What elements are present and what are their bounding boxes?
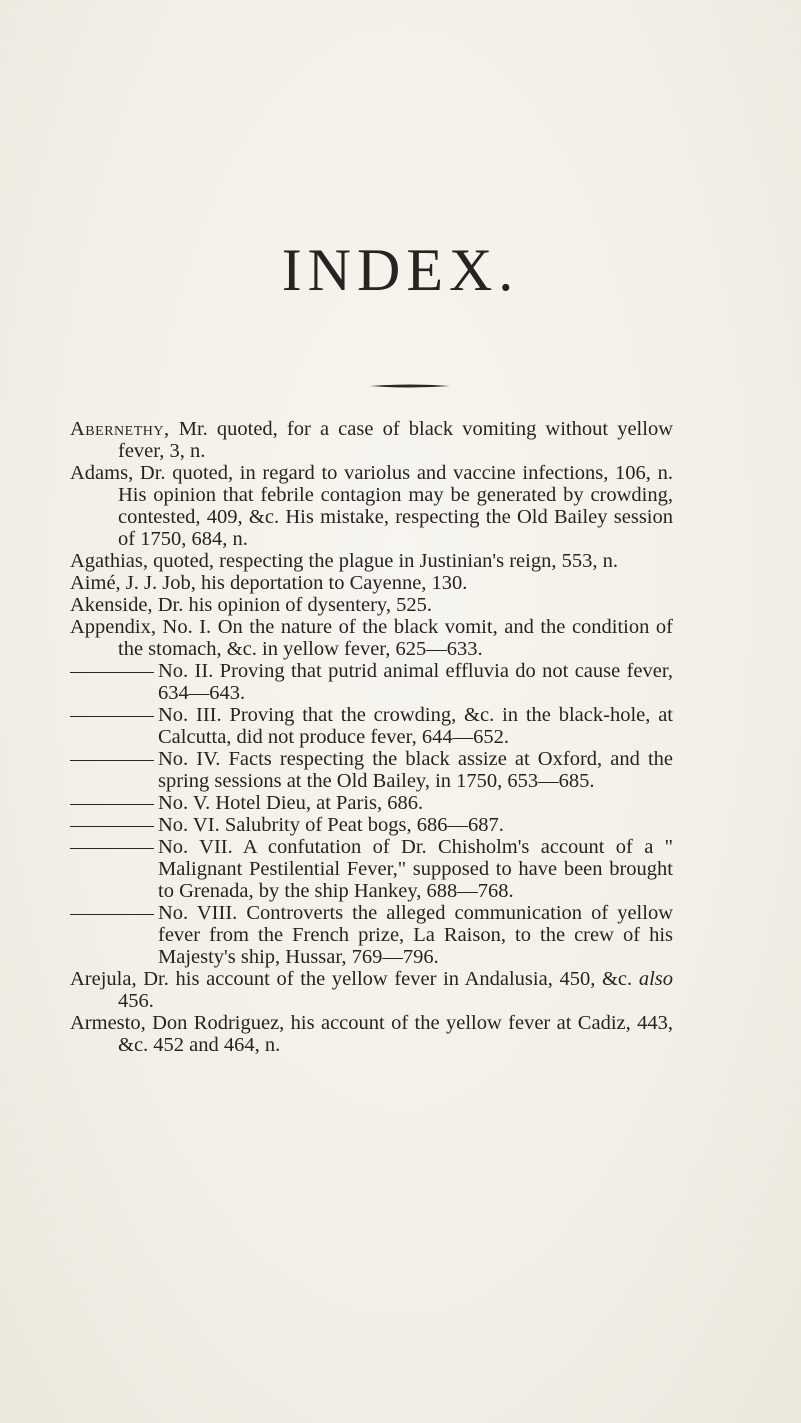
subentry-text: No. VII. A confutation of Dr. Chisholm's account of a " Malignant Pestilential Fever," supposed to have been brought to Grenada, by the ship Hankey, 688—768. bbox=[158, 836, 673, 902]
dash-rule bbox=[70, 672, 154, 673]
index-entry bbox=[0, 550, 673, 572]
subentry-text: No. VI. Salubrity of Peat bogs, 686—687. bbox=[158, 814, 504, 836]
appendix-subentry bbox=[0, 814, 673, 836]
rule-ornament bbox=[370, 383, 450, 389]
entry-head: Agathias, bbox=[70, 550, 148, 572]
subentry-text: No. IV. Facts respecting the black assize at Oxford, and the spring sessions at the Old Bailey, in 1750, 653—685. bbox=[158, 748, 673, 792]
entry-head: Arejula, bbox=[70, 968, 137, 990]
dash-rule bbox=[70, 760, 154, 761]
index-entry bbox=[0, 594, 673, 616]
appendix-subentry bbox=[0, 748, 673, 792]
entry-text: Mr. quoted, for a case of black vomiting without yellow fever, 3, n. bbox=[118, 418, 673, 462]
index-entry bbox=[0, 616, 673, 660]
entry-also-word: also bbox=[638, 968, 673, 990]
entry-text: No. I. On the nature of the black vomit, and the condition of the stomach, &c. in yellow fever, 625—633. bbox=[118, 616, 673, 660]
subentry-text: No. II. Proving that putrid animal effluvia do not cause fever, 634—643. bbox=[158, 660, 673, 704]
entry-head: Akenside, bbox=[70, 594, 153, 616]
index-entries bbox=[0, 418, 801, 1056]
entry-head: Armesto, bbox=[70, 1012, 146, 1034]
subentry-text: No. VIII. Controverts the alleged communication of yellow fever from the French prize, La Raison, to the crew of his Majesty's ship, Hussar, 769—796. bbox=[158, 902, 673, 968]
index-entry bbox=[0, 418, 673, 462]
dash-rule bbox=[70, 716, 154, 717]
appendix-subentry bbox=[0, 902, 673, 968]
entry-head: Appendix, bbox=[70, 616, 156, 638]
entry-text: Dr. his opinion of dysentery, 525. bbox=[152, 594, 432, 616]
index-entry bbox=[0, 572, 673, 594]
entry-text: Dr. his account of the yellow fever in Andalusia, 450, &c. bbox=[136, 968, 633, 990]
subentry-text: No. V. Hotel Dieu, at Paris, 686. bbox=[158, 792, 424, 814]
index-entry bbox=[0, 462, 673, 550]
appendix-subentry bbox=[0, 836, 673, 902]
entry-head: Aimé, bbox=[70, 572, 121, 594]
appendix-subentry bbox=[0, 704, 673, 748]
dash-rule bbox=[70, 804, 154, 805]
subentry-text: No. III. Proving that the crowding, &c. in the black-hole, at Calcutta, did not produce fever, 644—652. bbox=[158, 704, 673, 748]
entry-head: Abernethy, bbox=[70, 418, 170, 440]
appendix-subentry bbox=[0, 792, 673, 814]
index-entry bbox=[0, 1012, 673, 1056]
index-entry bbox=[0, 968, 673, 1012]
appendix-subentry bbox=[0, 660, 673, 704]
dash-rule bbox=[70, 848, 154, 849]
dash-rule bbox=[70, 914, 154, 915]
entry-head: Adams, bbox=[70, 462, 134, 484]
entry-also-ref: 456. bbox=[118, 990, 154, 1012]
page-title: INDEX. bbox=[281, 237, 520, 303]
entry-text: Don Rodriguez, his account of the yellow fever at Cadiz, 443, &c. 452 and 464, n. bbox=[118, 1012, 673, 1056]
entry-text: Dr. quoted, in regard to variolus and vaccine infections, 106, n. His opinion that febrile contagion may be generated by crowding, contested, 409, &c. His mistake, respecting the Old Bailey session of 1750, 684, n. bbox=[118, 462, 673, 550]
entry-text: quoted, respecting the plague in Justinian's reign, 553, n. bbox=[148, 550, 618, 572]
entry-text: J. J. Job, his deportation to Cayenne, 130. bbox=[120, 572, 468, 594]
dash-rule bbox=[70, 826, 154, 827]
